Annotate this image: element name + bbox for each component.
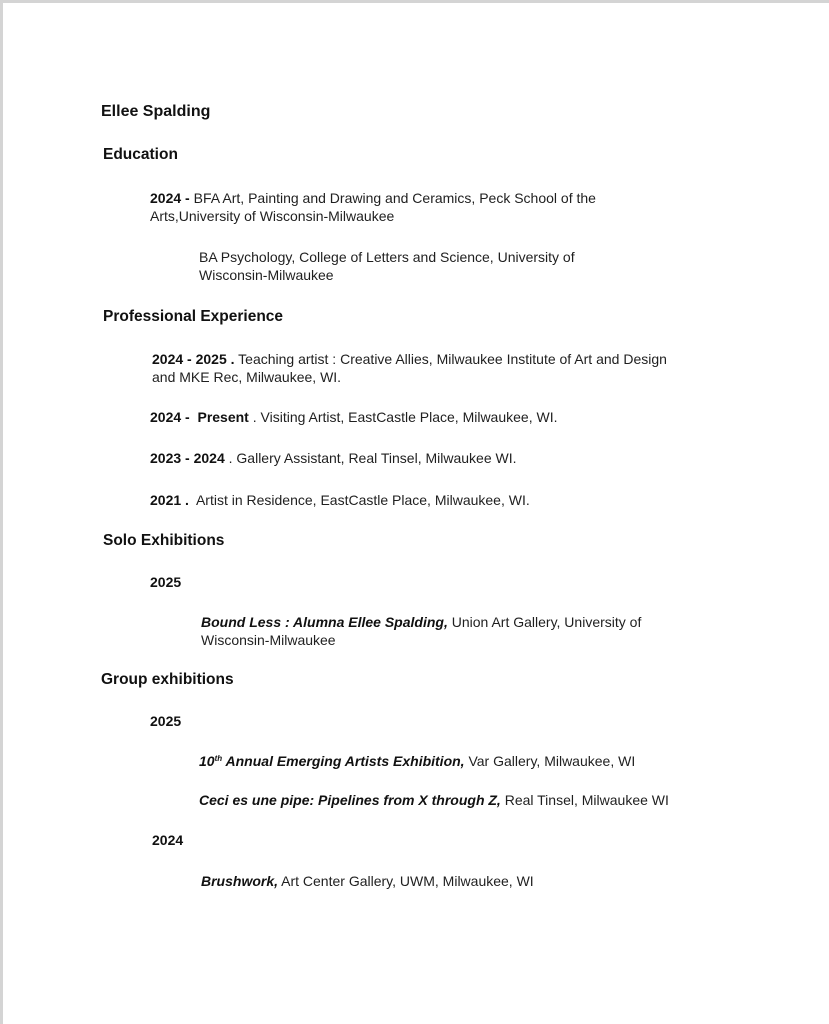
group-exhibition-entry [201,872,534,890]
exhibition-title: Ceci es une pipe: Pipelines from X through Z, [199,792,501,808]
experience-description: . Gallery Assistant, Real Tinsel, Milwaukee WI. [224,450,517,466]
experience-date: 2021 . [150,492,189,508]
experience-date: 2024 - Present [150,409,249,425]
title-ordinal-suffix: th [214,754,223,763]
group-year: 2025 [150,713,182,729]
group-year: 2024 [152,832,184,848]
education-ba-line2: Wisconsin-Milwaukee [199,267,334,283]
experience-date: 2024 - 2025 . [152,351,235,367]
solo-year: 2025 [150,574,182,590]
education-separator: - [181,190,194,206]
exhibition-title: Brushwork, [201,873,279,889]
experience-description: . Visiting Artist, EastCastle Place, Milwaukee, WI. [248,409,558,425]
experience-entry [150,449,517,467]
exhibition-venue: Union Art Gallery, University of [447,614,642,630]
experience-description-cont: and MKE Rec, Milwaukee, WI. [152,369,342,385]
education-ba-line1: BA Psychology, College of Letters and Science, University of [199,249,575,265]
exhibition-venue: Art Center Gallery, UWM, Milwaukee, WI [278,873,534,889]
education-entry-ba [199,248,575,284]
solo-exhibitions-heading: Solo Exhibitions [103,532,225,549]
education-date: 2024 [150,190,182,206]
group-exhibition-entry [199,791,669,809]
experience-entry [152,350,667,386]
education-bfa-line1: BFA Art, Painting and Drawing and Ceramics, Peck School of the [193,190,596,206]
experience-entry [150,491,530,509]
experience-description: Teaching artist : Creative Allies, Milwaukee Institute of Art and Design [234,351,667,367]
title-text: Annual Emerging Artists Exhibition, [222,753,465,769]
group-exhibition-entry [199,752,635,770]
experience-description: Artist in Residence, EastCastle Place, Milwaukee, WI. [188,492,530,508]
solo-exhibition-entry [201,613,641,649]
exhibition-title: Bound Less : Alumna Ellee Spalding, [201,614,448,630]
exhibition-venue-cont: Wisconsin-Milwaukee [201,632,336,648]
experience-heading: Professional Experience [103,308,284,325]
exhibition-title [199,753,465,769]
title-ordinal: 10 [199,753,215,769]
exhibition-venue: Real Tinsel, Milwaukee WI [500,792,669,808]
education-bfa-line2: Arts,University of Wisconsin-Milwaukee [150,208,395,224]
group-exhibitions-heading: Group exhibitions [101,671,234,688]
education-heading: Education [103,146,178,163]
cv-name: Ellee Spalding [101,103,211,120]
experience-date: 2023 - 2024 [150,450,225,466]
education-entry-bfa [150,189,596,225]
experience-entry [150,408,557,426]
exhibition-venue: Var Gallery, Milwaukee, WI [464,753,636,769]
